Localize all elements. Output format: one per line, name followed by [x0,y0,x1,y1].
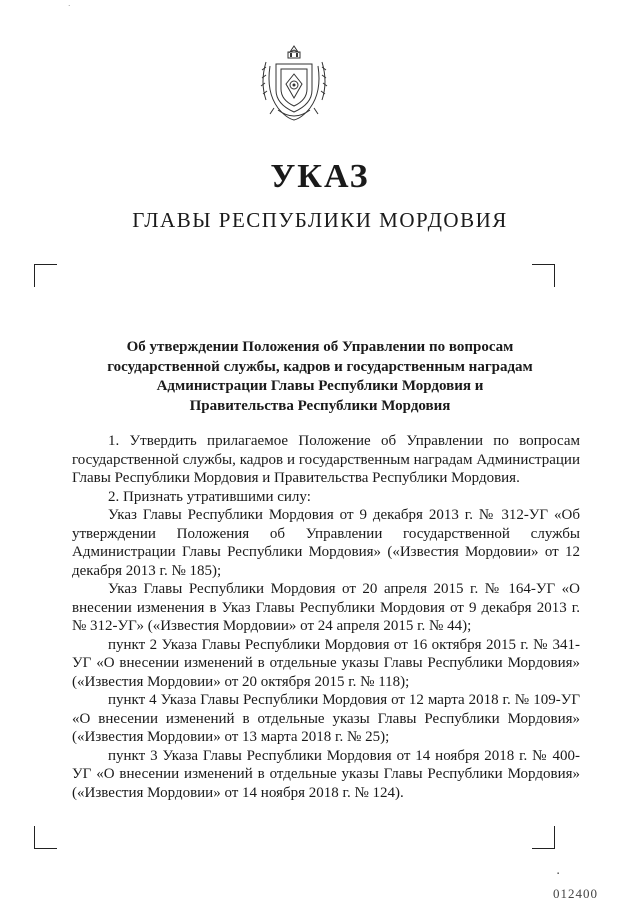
body-paragraph: Указ Главы Республики Мордовия от 20 апреля 2015 г. № 164-УГ «О внесении изменения в Указ Главы Республики Мордовия от 9 декабря 2013 г. № 312-УГ» («Известия Мордовии» от 24 апреля 2015 г. № 44); [72,581,580,634]
coat-of-arms-emblem [256,42,332,124]
scan-mark: ▪ [557,871,560,877]
document-body [72,432,580,802]
title-line: Правительства Республики Мордовия [189,397,451,414]
body-paragraph: 1. Утвердить прилагаемое Положение об Управлении по вопросам государственной службы, кадров и государственным наградам Администрации Главы Республики Мордовия и Правительства Республики Мордовия. [72,433,580,486]
corner-mark-top-right [532,264,555,287]
document-title [90,338,550,416]
title-line: Администрации Главы Республики Мордовия и [156,378,484,394]
title-line: Об утверждении Положения об Управлении по вопросам [126,339,514,355]
corner-mark-top-left [34,264,57,287]
body-paragraph: пункт 3 Указа Главы Республики Мордовия от 14 ноября 2018 г. № 400-УГ «О внесении изменений в отдельные указы Главы Республики Мордовия» («Известия Мордовии» от 14 ноября 2018 г. № 124). [72,747,580,801]
document-issuer: ГЛАВЫ РЕСПУБЛИКИ МОРДОВИЯ [132,208,508,232]
title-line: государственной службы, кадров и государственным наградам [107,358,533,375]
scan-mark: · [68,2,71,10]
corner-mark-bottom-right [532,826,555,849]
body-paragraph: Указ Главы Республики Мордовия от 9 декабря 2013 г. № 312-УГ «Об утверждении Положения об Управлении государственной службы Администрации Главы Республики Мордовия» («Известия Мордовии» от 12 декабря 2013 г. № 185); [72,507,580,579]
body-paragraph: пункт 4 Указа Главы Республики Мордовия от 12 марта 2018 г. № 109-УГ «О внесении изменений в отдельные указы Главы Республики Мордовия» («Известия Мордовии» от 13 марта 2018 г. № 25); [72,692,580,745]
corner-mark-bottom-left [34,826,57,849]
document-type: УКАЗ [270,158,370,195]
body-paragraph: пункт 2 Указа Главы Республики Мордовия от 16 октября 2015 г. № 341-УГ «О внесении изменений в отдельные указы Главы Республики Мордовия» («Известия Мордовии» от 20 октября 2015 г. № 118); [72,636,580,690]
serial-number: 012400 [553,886,598,901]
body-paragraph: 2. Признать утратившими силу: [108,488,311,505]
